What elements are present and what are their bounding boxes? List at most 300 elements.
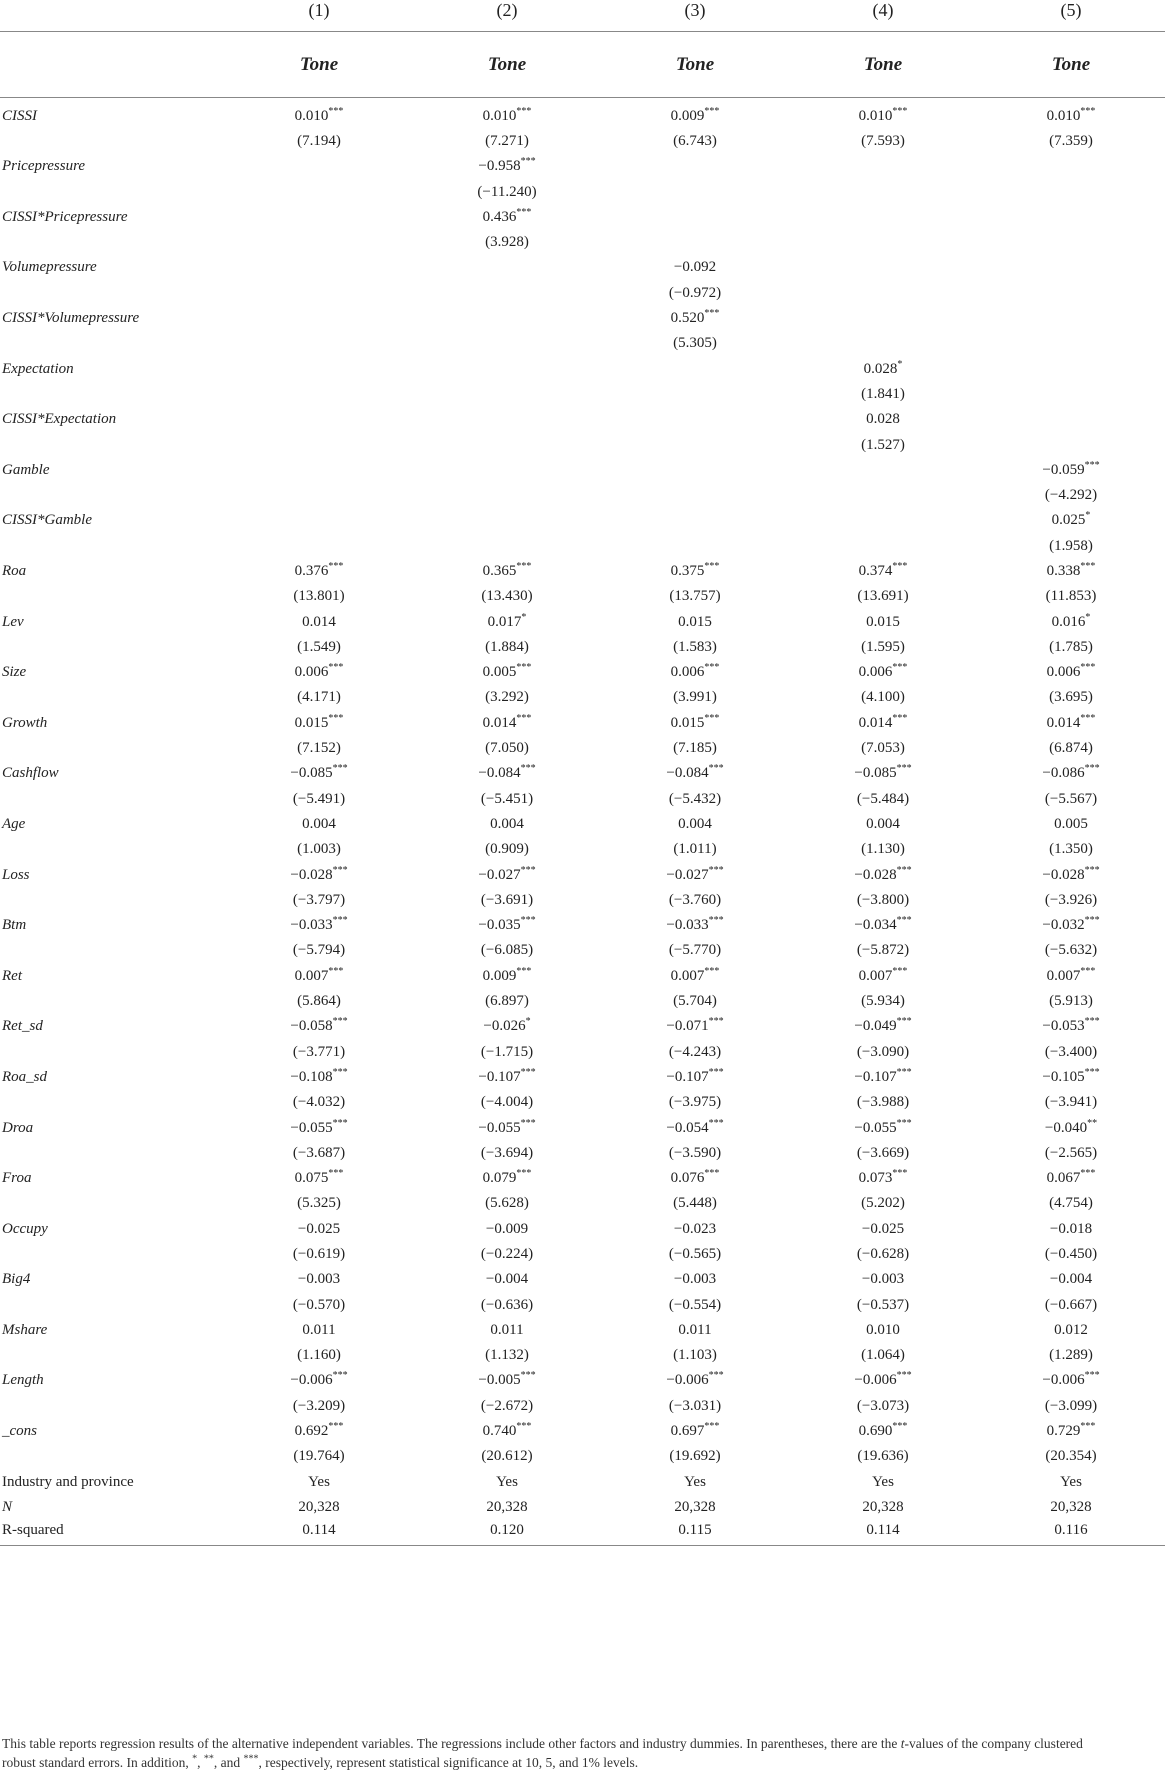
coefficient-cell bbox=[789, 154, 977, 179]
t-value-cell bbox=[977, 331, 1165, 356]
coefficient-cell bbox=[225, 205, 413, 230]
t-value-cell: (0.909) bbox=[485, 841, 529, 858]
dependent-variable: Tone bbox=[789, 32, 977, 98]
coefficient-cell: −0.026* bbox=[483, 1016, 531, 1035]
blank-cell bbox=[0, 736, 225, 761]
t-value-cell: (1.289) bbox=[1049, 1347, 1093, 1364]
t-value-row bbox=[0, 432, 1165, 457]
coefficient-cell bbox=[977, 306, 1165, 331]
variable-name: Mshare bbox=[2, 1321, 48, 1338]
coefficient-cell: 0.010*** bbox=[1046, 105, 1096, 124]
coefficient-cell: 0.010*** bbox=[294, 105, 344, 124]
variable-name: Roa_sd bbox=[2, 1068, 47, 1085]
t-value-row bbox=[0, 1039, 1165, 1064]
column-number: (3) bbox=[684, 0, 706, 20]
coefficient-cell: 0.006*** bbox=[1046, 662, 1096, 681]
coefficient-cell: 0.004 bbox=[866, 815, 900, 832]
t-value-cell: (5.934) bbox=[861, 993, 905, 1010]
coefficient-cell: 0.338*** bbox=[1046, 560, 1096, 579]
coefficient-cell: −0.049*** bbox=[854, 1016, 912, 1035]
variable-name: Big4 bbox=[2, 1271, 31, 1288]
header-blank bbox=[0, 0, 225, 32]
blank-cell bbox=[0, 938, 225, 963]
coefficient-row bbox=[0, 1217, 1165, 1242]
t-value-row bbox=[0, 534, 1165, 559]
t-value-cell: (5.305) bbox=[673, 335, 717, 352]
coefficient-cell: −0.085*** bbox=[290, 763, 348, 782]
t-value-cell: (−3.691) bbox=[480, 891, 534, 908]
coefficient-cell bbox=[413, 407, 601, 432]
note-star: * bbox=[192, 1753, 198, 1765]
blank-cell bbox=[0, 382, 225, 407]
t-value-cell: (−0.537) bbox=[856, 1296, 910, 1313]
coefficient-cell: −0.053*** bbox=[1042, 1016, 1100, 1035]
t-value-cell: (−3.209) bbox=[292, 1397, 346, 1414]
t-value-row bbox=[0, 685, 1165, 710]
coefficient-cell bbox=[977, 205, 1165, 230]
coefficient-cell: −0.003 bbox=[673, 1271, 717, 1288]
coefficient-cell: −0.058*** bbox=[290, 1016, 348, 1035]
t-value-cell bbox=[789, 281, 977, 306]
t-value-cell: (7.185) bbox=[673, 740, 717, 757]
t-value-cell: (1.884) bbox=[485, 638, 529, 655]
variable-name: Growth bbox=[2, 714, 48, 731]
blank-cell bbox=[0, 685, 225, 710]
coefficient-cell: −0.006*** bbox=[666, 1370, 724, 1389]
variable-name: Age bbox=[2, 815, 26, 832]
t-value-cell: (1.841) bbox=[861, 385, 905, 402]
t-value-row bbox=[0, 1343, 1165, 1368]
t-value-row bbox=[0, 1394, 1165, 1419]
summary-value: 20,328 bbox=[862, 1498, 904, 1515]
summary-value: Yes bbox=[308, 1473, 330, 1490]
t-value-row bbox=[0, 129, 1165, 154]
coefficient-cell: 0.004 bbox=[490, 815, 524, 832]
coefficient-cell bbox=[977, 154, 1165, 179]
coefficient-cell bbox=[225, 306, 413, 331]
t-value-cell: (−5.567) bbox=[1044, 790, 1098, 807]
variable-name: Ret_sd bbox=[2, 1018, 43, 1035]
t-value-cell: (7.271) bbox=[485, 132, 529, 149]
blank-cell bbox=[0, 331, 225, 356]
variable-name: _cons bbox=[2, 1423, 37, 1440]
t-value-row bbox=[0, 1444, 1165, 1469]
t-value-cell: (19.636) bbox=[857, 1448, 909, 1465]
t-value-cell: (13.430) bbox=[481, 588, 533, 605]
variable-name: Loss bbox=[2, 866, 30, 883]
coefficient-cell: 0.374*** bbox=[858, 560, 908, 579]
t-value-cell: (−5.484) bbox=[856, 790, 910, 807]
coefficient-cell: 0.016* bbox=[1051, 611, 1091, 630]
coefficient-cell: 0.017* bbox=[487, 611, 527, 630]
coefficient-cell: 0.067*** bbox=[1046, 1168, 1096, 1187]
coefficient-cell: −0.085*** bbox=[854, 763, 912, 782]
variable-name: Froa bbox=[2, 1170, 32, 1187]
variable-name: Volumepressure bbox=[2, 259, 97, 276]
coefficient-cell bbox=[789, 458, 977, 483]
t-value-cell: (4.754) bbox=[1049, 1195, 1093, 1212]
t-value-cell: (7.194) bbox=[297, 132, 341, 149]
t-value-cell: (1.103) bbox=[673, 1347, 717, 1364]
coefficient-row bbox=[0, 559, 1165, 584]
coefficient-cell bbox=[225, 255, 413, 280]
coefficient-cell: 0.073*** bbox=[858, 1168, 908, 1187]
coefficient-cell: 0.014*** bbox=[482, 712, 532, 731]
blank-cell bbox=[0, 432, 225, 457]
coefficient-cell: 0.010 bbox=[866, 1321, 900, 1338]
summary-value: 20,328 bbox=[486, 1498, 528, 1515]
variable-name: Droa bbox=[2, 1119, 34, 1136]
coefficient-row bbox=[0, 356, 1165, 381]
t-value-row bbox=[0, 1090, 1165, 1115]
coefficient-cell: −0.055*** bbox=[854, 1117, 912, 1136]
variable-name: CISSI bbox=[2, 107, 37, 124]
coefficient-cell bbox=[789, 205, 977, 230]
coefficient-row bbox=[0, 761, 1165, 786]
column-number: (4) bbox=[872, 0, 894, 20]
coefficient-cell: 0.011 bbox=[678, 1321, 712, 1338]
coefficient-cell: 0.012 bbox=[1054, 1321, 1088, 1338]
coefficient-cell: 0.004 bbox=[678, 815, 712, 832]
blank-cell bbox=[0, 129, 225, 154]
coefficient-cell bbox=[789, 508, 977, 533]
coefficient-cell: −0.054*** bbox=[666, 1117, 724, 1136]
t-value-cell: (20.612) bbox=[481, 1448, 533, 1465]
coefficient-cell: −0.033*** bbox=[290, 915, 348, 934]
coefficient-cell: −0.006*** bbox=[290, 1370, 348, 1389]
t-value-row bbox=[0, 989, 1165, 1014]
t-value-cell: (1.527) bbox=[861, 436, 905, 453]
t-value-row bbox=[0, 382, 1165, 407]
coefficient-cell: −0.023 bbox=[673, 1220, 717, 1237]
coefficient-cell: 0.692*** bbox=[294, 1421, 344, 1440]
t-value-row bbox=[0, 230, 1165, 255]
t-value-cell: (−2.672) bbox=[480, 1397, 534, 1414]
note-t-italic: t bbox=[900, 1736, 905, 1751]
coefficient-cell: −0.107*** bbox=[666, 1066, 724, 1085]
t-value-cell: (13.691) bbox=[857, 588, 909, 605]
blank-cell bbox=[0, 989, 225, 1014]
t-value-cell: (−5.491) bbox=[292, 790, 346, 807]
coefficient-row bbox=[0, 812, 1165, 837]
t-value-row bbox=[0, 1191, 1165, 1216]
t-value-cell: (1.958) bbox=[1049, 537, 1093, 554]
coefficient-cell: −0.033*** bbox=[666, 915, 724, 934]
coefficient-cell: −0.108*** bbox=[290, 1066, 348, 1085]
summary-label: N bbox=[2, 1498, 13, 1515]
coefficient-cell bbox=[977, 407, 1165, 432]
summary-value: Yes bbox=[1060, 1473, 1082, 1490]
coefficient-cell: 0.007*** bbox=[670, 965, 720, 984]
summary-label: R-squared bbox=[0, 1520, 225, 1545]
summary-value: Yes bbox=[496, 1473, 518, 1490]
t-value-cell bbox=[225, 230, 413, 255]
coefficient-row bbox=[0, 1115, 1165, 1140]
coefficient-cell: −0.034*** bbox=[854, 915, 912, 934]
coefficient-cell: −0.040** bbox=[1044, 1117, 1098, 1136]
coefficient-cell bbox=[413, 458, 601, 483]
t-value-cell: (−1.715) bbox=[480, 1043, 534, 1060]
coefficient-cell: 0.006*** bbox=[858, 662, 908, 681]
coefficient-row bbox=[0, 1318, 1165, 1343]
coefficient-cell: 0.010*** bbox=[858, 105, 908, 124]
summary-value: 0.115 bbox=[601, 1520, 789, 1545]
t-value-cell: (7.152) bbox=[297, 740, 341, 757]
coefficient-cell: 0.690*** bbox=[858, 1421, 908, 1440]
t-value-cell: (1.350) bbox=[1049, 841, 1093, 858]
coefficient-cell: 0.009*** bbox=[482, 965, 532, 984]
note-text: , respectively, represent statistical significance at 10, 5, and 1% levels. bbox=[258, 1755, 639, 1770]
coefficient-row bbox=[0, 104, 1165, 129]
t-value-row bbox=[0, 1242, 1165, 1267]
t-value-cell: (−0.565) bbox=[668, 1246, 722, 1262]
t-value-row bbox=[0, 281, 1165, 306]
t-value-cell: (1.595) bbox=[861, 638, 905, 655]
t-value-cell: (7.053) bbox=[861, 740, 905, 757]
coefficient-cell: −0.059*** bbox=[1042, 459, 1100, 478]
coefficient-cell bbox=[225, 458, 413, 483]
coefficient-cell: 0.007*** bbox=[858, 965, 908, 984]
t-value-cell: (6.874) bbox=[1049, 740, 1093, 757]
variable-name: Occupy bbox=[2, 1220, 48, 1237]
dependent-variable: Tone bbox=[977, 32, 1165, 98]
coefficient-cell: −0.005*** bbox=[478, 1370, 536, 1389]
t-value-cell bbox=[413, 331, 601, 356]
t-value-cell: (−4.243) bbox=[668, 1043, 722, 1060]
t-value-cell: (−3.073) bbox=[856, 1397, 910, 1414]
coefficient-cell: 0.025* bbox=[1051, 510, 1091, 529]
note-star: ** bbox=[203, 1753, 214, 1765]
t-value-cell: (−0.224) bbox=[480, 1246, 534, 1262]
coefficient-cell bbox=[225, 407, 413, 432]
coefficient-cell: −0.028*** bbox=[854, 864, 912, 883]
coefficient-row bbox=[0, 1419, 1165, 1444]
variable-name: Roa bbox=[2, 562, 27, 579]
t-value-cell bbox=[977, 382, 1165, 407]
coefficient-cell bbox=[225, 356, 413, 381]
t-value-cell bbox=[977, 432, 1165, 457]
t-value-cell: (−5.632) bbox=[1044, 942, 1098, 959]
t-value-cell: (1.130) bbox=[861, 841, 905, 858]
variable-name: CISSI*Volumepressure bbox=[2, 310, 140, 327]
coefficient-cell: 0.436*** bbox=[482, 206, 532, 225]
coefficient-cell: −0.025 bbox=[297, 1220, 341, 1237]
coefficient-cell: 0.005 bbox=[1054, 815, 1088, 832]
summary-value: Yes bbox=[872, 1473, 894, 1490]
t-value-cell bbox=[413, 483, 601, 508]
t-value-cell: (−0.628) bbox=[856, 1246, 910, 1262]
blank-cell bbox=[0, 1444, 225, 1469]
t-value-cell: (1.549) bbox=[297, 638, 341, 655]
summary-value: Yes bbox=[684, 1473, 706, 1490]
t-value-cell: (−5.432) bbox=[668, 790, 722, 807]
note-text: , and bbox=[213, 1755, 244, 1770]
t-value-cell: (11.853) bbox=[1045, 588, 1097, 605]
coefficient-cell bbox=[413, 255, 601, 280]
coefficient-row bbox=[0, 660, 1165, 685]
coefficient-cell: 0.075*** bbox=[294, 1168, 344, 1187]
t-value-row bbox=[0, 584, 1165, 609]
blank-cell bbox=[0, 787, 225, 812]
variable-name: Btm bbox=[2, 917, 27, 934]
coefficient-cell: 0.079*** bbox=[482, 1168, 532, 1187]
coefficient-cell bbox=[413, 508, 601, 533]
t-value-cell bbox=[413, 534, 601, 559]
t-value-cell: (−3.090) bbox=[856, 1043, 910, 1060]
column-number-row bbox=[0, 0, 1165, 32]
t-value-cell: (4.100) bbox=[861, 689, 905, 706]
coefficient-cell: 0.015*** bbox=[670, 712, 720, 731]
variable-name: CISSI*Gamble bbox=[2, 512, 92, 529]
t-value-cell: (−3.694) bbox=[480, 1144, 534, 1161]
t-value-cell bbox=[977, 230, 1165, 255]
header-blank bbox=[0, 32, 225, 98]
coefficient-cell bbox=[977, 255, 1165, 280]
t-value-cell: (6.897) bbox=[485, 993, 529, 1010]
t-value-cell: (−3.687) bbox=[292, 1144, 346, 1161]
coefficient-cell: 0.006*** bbox=[670, 662, 720, 681]
coefficient-cell: −0.003 bbox=[297, 1271, 341, 1288]
t-value-cell: (−3.800) bbox=[856, 891, 910, 908]
coefficient-cell: 0.007*** bbox=[1046, 965, 1096, 984]
coefficient-cell: 0.376*** bbox=[294, 560, 344, 579]
t-value-cell: (−0.619) bbox=[292, 1246, 346, 1262]
t-value-cell: (−4.004) bbox=[480, 1094, 534, 1111]
t-value-cell bbox=[601, 230, 789, 255]
t-value-cell: (−5.770) bbox=[668, 942, 722, 959]
coefficient-cell: −0.055*** bbox=[290, 1117, 348, 1136]
t-value-cell: (−0.554) bbox=[668, 1296, 722, 1313]
t-value-row bbox=[0, 837, 1165, 862]
coefficient-cell bbox=[977, 356, 1165, 381]
coefficient-cell: 0.740*** bbox=[482, 1421, 532, 1440]
coefficient-cell: 0.011 bbox=[302, 1321, 336, 1338]
t-value-cell: (−4.032) bbox=[292, 1094, 346, 1111]
coefficient-cell: −0.107*** bbox=[478, 1066, 536, 1085]
summary-row bbox=[0, 1470, 1165, 1495]
t-value-cell: (−3.941) bbox=[1044, 1094, 1098, 1111]
coefficient-cell bbox=[789, 255, 977, 280]
coefficient-cell: −0.035*** bbox=[478, 915, 536, 934]
t-value-cell bbox=[413, 432, 601, 457]
coefficient-cell bbox=[601, 356, 789, 381]
coefficient-cell: −0.003 bbox=[861, 1271, 905, 1288]
t-value-cell: (13.801) bbox=[293, 588, 345, 605]
dependent-variable-row bbox=[0, 32, 1165, 98]
t-value-cell: (5.325) bbox=[297, 1195, 341, 1212]
blank-cell bbox=[0, 1090, 225, 1115]
summary-value: 0.114 bbox=[789, 1520, 977, 1545]
coefficient-row bbox=[0, 1368, 1165, 1393]
t-value-cell bbox=[225, 534, 413, 559]
t-value-cell: (3.695) bbox=[1049, 689, 1093, 706]
t-value-cell: (1.132) bbox=[485, 1347, 529, 1364]
variable-name: Size bbox=[2, 664, 27, 681]
t-value-cell: (5.628) bbox=[485, 1195, 529, 1212]
coefficient-cell: −0.028*** bbox=[290, 864, 348, 883]
t-value-cell: (1.003) bbox=[297, 841, 341, 858]
t-value-cell: (5.864) bbox=[297, 993, 341, 1010]
coefficient-row bbox=[0, 1267, 1165, 1292]
summary-value: 20,328 bbox=[1050, 1498, 1092, 1515]
coefficient-cell bbox=[225, 508, 413, 533]
coefficient-row bbox=[0, 458, 1165, 483]
variable-name: Pricepressure bbox=[2, 158, 86, 175]
t-value-cell bbox=[601, 382, 789, 407]
coefficient-cell: −0.018 bbox=[1049, 1220, 1093, 1237]
coefficient-cell: −0.958*** bbox=[478, 156, 536, 175]
coefficient-cell: −0.006*** bbox=[1042, 1370, 1100, 1389]
t-value-cell bbox=[225, 432, 413, 457]
coefficient-cell bbox=[601, 407, 789, 432]
coefficient-cell: 0.015 bbox=[866, 613, 900, 630]
t-value-cell: (−5.451) bbox=[480, 790, 534, 807]
coefficient-cell bbox=[225, 154, 413, 179]
t-value-cell: (1.011) bbox=[673, 841, 717, 858]
coefficient-cell: 0.014*** bbox=[858, 712, 908, 731]
t-value-cell: (19.692) bbox=[669, 1448, 721, 1465]
t-value-cell: (−3.760) bbox=[668, 891, 722, 908]
coefficient-cell: −0.055*** bbox=[478, 1117, 536, 1136]
t-value-row bbox=[0, 938, 1165, 963]
variable-name: Gamble bbox=[2, 461, 50, 478]
t-value-cell: (−3.590) bbox=[668, 1144, 722, 1161]
t-value-cell bbox=[601, 483, 789, 508]
t-value-cell: (−5.872) bbox=[856, 942, 910, 959]
t-value-cell: (−5.794) bbox=[292, 942, 346, 959]
coefficient-row bbox=[0, 1014, 1165, 1039]
variable-name: Ret bbox=[2, 967, 22, 984]
t-value-cell: (1.064) bbox=[861, 1347, 905, 1364]
t-value-cell: (7.359) bbox=[1049, 132, 1093, 149]
t-value-cell: (−0.450) bbox=[1044, 1246, 1098, 1262]
dependent-variable: Tone bbox=[601, 32, 789, 98]
coefficient-cell: −0.004 bbox=[1049, 1271, 1093, 1288]
t-value-cell: (5.448) bbox=[673, 1195, 717, 1212]
note-text: -values of the company clustered robust standard errors. In addition, bbox=[2, 1736, 1083, 1770]
t-value-cell bbox=[977, 281, 1165, 306]
t-value-cell bbox=[225, 281, 413, 306]
coefficient-row bbox=[0, 964, 1165, 989]
t-value-cell bbox=[789, 230, 977, 255]
blank-cell bbox=[0, 1191, 225, 1216]
t-value-cell bbox=[977, 179, 1165, 204]
coefficient-row bbox=[0, 913, 1165, 938]
blank-cell bbox=[0, 281, 225, 306]
coefficient-cell: 0.520*** bbox=[670, 308, 720, 327]
blank-cell bbox=[0, 1292, 225, 1317]
table-body bbox=[0, 98, 1165, 1546]
coefficient-row bbox=[0, 862, 1165, 887]
t-value-cell: (−3.975) bbox=[668, 1094, 722, 1111]
note-star: *** bbox=[243, 1753, 259, 1765]
summary-row bbox=[0, 1495, 1165, 1520]
coefficient-row bbox=[0, 205, 1165, 230]
coefficient-cell: 0.007*** bbox=[294, 965, 344, 984]
coefficient-cell: 0.010*** bbox=[482, 105, 532, 124]
coefficient-cell: −0.027*** bbox=[478, 864, 536, 883]
coefficient-row bbox=[0, 508, 1165, 533]
blank-cell bbox=[0, 179, 225, 204]
t-value-row bbox=[0, 736, 1165, 761]
coefficient-cell: 0.014*** bbox=[1046, 712, 1096, 731]
t-value-cell bbox=[601, 534, 789, 559]
coefficient-cell: 0.009*** bbox=[670, 105, 720, 124]
blank-cell bbox=[0, 230, 225, 255]
coefficient-cell: 0.365*** bbox=[482, 560, 532, 579]
column-number: (5) bbox=[1060, 0, 1082, 20]
t-value-cell: (−6.085) bbox=[480, 942, 534, 959]
